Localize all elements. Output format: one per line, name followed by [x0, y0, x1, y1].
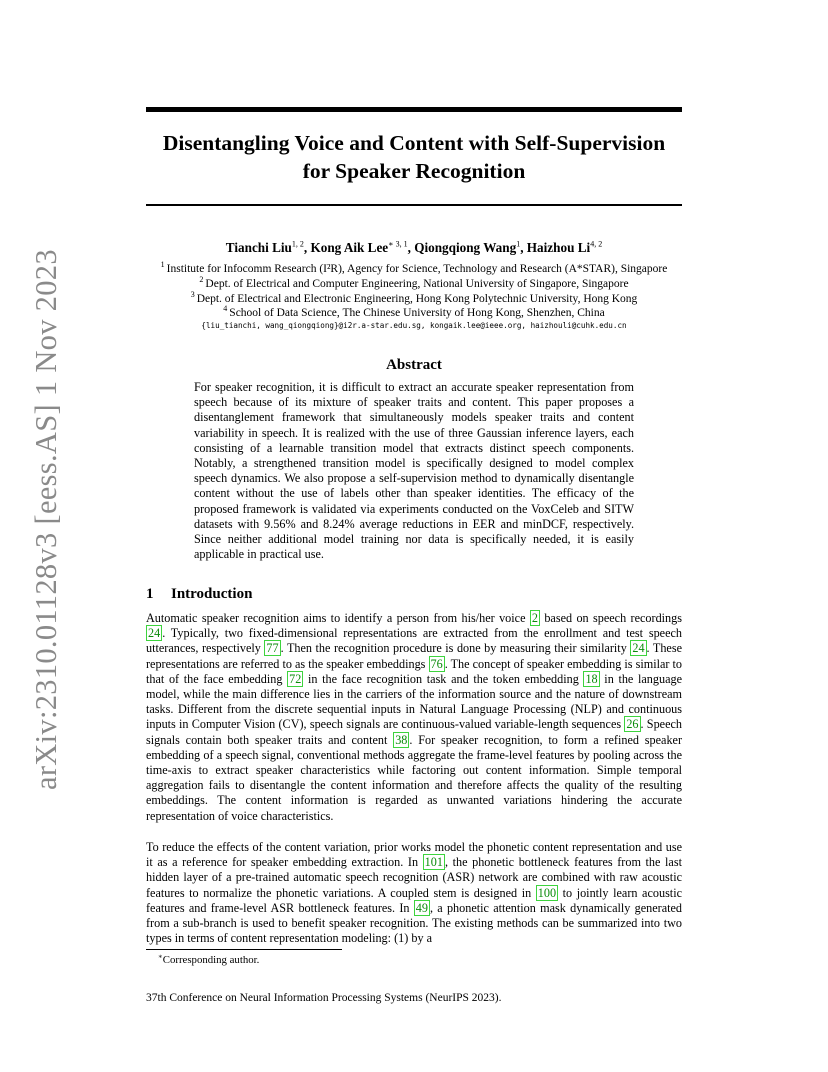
author-name: Tianchi Liu [225, 240, 292, 255]
affiliation-line [100, 277, 728, 291]
affiliation-number: 3 [190, 290, 197, 300]
author-affiliation-mark: 4, 2 [590, 239, 603, 249]
section-title: Introduction [171, 586, 253, 602]
citation-link[interactable]: 38 [395, 732, 408, 747]
citation-link[interactable]: 49 [415, 900, 428, 915]
author-name: Haizhou Li [526, 240, 591, 255]
title-bottom-rule [146, 204, 682, 206]
footnote [158, 954, 259, 966]
affiliation-text: Dept. of Electrical and Computer Engineering, National University of Singapore, Singapore [205, 278, 629, 290]
author-affiliation-mark: 1 [516, 239, 521, 249]
author-affiliation-mark: ∗ 3, 1 [388, 239, 408, 249]
title-top-rule [146, 107, 682, 112]
author-name: Qiongqiong Wang [414, 240, 517, 255]
conference-note: 37th Conference on Neural Information Processing Systems (NeurIPS 2023). [146, 992, 502, 1004]
affiliation-number: 1 [160, 260, 167, 270]
affiliation-text: School of Data Science, The Chinese University of Hong Kong, Shenzhen, China [229, 307, 605, 319]
citation-link[interactable]: 26 [626, 717, 639, 732]
affiliation-number: 2 [199, 275, 206, 285]
citation-link[interactable]: 76 [430, 656, 443, 671]
affiliation-number: 4 [223, 304, 230, 314]
footnote-text: Corresponding author. [162, 954, 260, 966]
citation-link[interactable]: 24 [148, 626, 161, 641]
section-number: 1 [146, 586, 154, 602]
section-heading [146, 586, 252, 603]
citation-link[interactable]: 24 [632, 641, 645, 656]
citation-link[interactable]: 100 [537, 885, 557, 900]
citation-link[interactable]: 72 [289, 671, 302, 686]
citation-link[interactable]: 77 [266, 641, 279, 656]
citation-link[interactable]: 101 [424, 855, 443, 870]
affiliation-line [100, 306, 728, 320]
affiliation-text: Institute for Infocomm Research (I²R), Agency for Science, Technology and Research (A*STAR), Singapore [166, 263, 668, 275]
intro-paragraph-2: To reduce the effects of the content variation, prior works model the phonetic content representation and use it as a reference for speaker embedding extraction. In 101 , the phonetic bottleneck features from the last hidden layer of a pre-trained automatic speech recognition (ASR) network are combined with raw acoustic features to normalize the phonetic variations. A coupled stem is designed in 100 to jointly learn acoustic features and frame-level ASR bottleneck features. In 49 , a phonetic attention mask dynamically generated from a sub-branch is used to benefit speaker recognition. The existing methods can be summarized into two types in terms of content representation modeling: (1) by a [146, 840, 682, 946]
affiliation-line [100, 262, 728, 276]
author-affiliation-mark: 1, 2 [291, 239, 304, 249]
arxiv-stamp: arXiv:2310.01128v3 [eess.AS] 1 Nov 2023 [29, 249, 63, 790]
abstract-heading: Abstract [386, 357, 442, 373]
author-name: Kong Aik Lee [310, 240, 389, 255]
citation-link[interactable]: 18 [585, 671, 598, 686]
paper-title [146, 129, 682, 185]
author-emails: {liu_tianchi, wang_qiongqiong}@i2r.a-star.edu.sg, kongaik.lee@ieee.org, haizhouli@cuhk.edu.cn [201, 321, 627, 330]
title-line-2: for Speaker Recognition [302, 159, 526, 183]
author-list: Tianchi Liu$^{1, 2}$, Kong Aik Lee$^{∗ 3, 1}$, Qiongqiong Wang$^1$, Haizhou Li$^{4, 2}$ [225, 239, 603, 255]
footnote-rule [146, 949, 342, 950]
citation-link[interactable]: 2 [531, 611, 538, 625]
footnote-mark: ∗ [158, 952, 163, 961]
title-line-1: Disentangling Voice and Content with Self-Supervision [162, 131, 666, 155]
affiliation-line [100, 292, 728, 306]
intro-paragraph-1: Automatic speaker recognition aims to identify a person from his/her voice 2 based on speech recordings 24 . Typically, two fixed-dimensional representations are extracted from the enrollment and test speech utterances, respectively 77 . Then the recognition procedure is done by measuring their similarity 24 . These representations are referred to as the speaker embeddings 76 . The concept of speaker embedding is similar to that of the face embedding 72 in the face recognition task and the token embedding 18 in the language model, while the main difference lies in the carriers of the information source and the nature of downstream tasks. Different from the discrete sequential inputs in Natural Language Processing (NLP) and continuous inputs in Computer Vision (CV), speech signals are continuous-valued variable-length sequences 26 . Speech signals contain both speaker traits and content 38 . For speaker recognition, to form a refined speaker embedding of a speech signal, conventional methods aggregate the frame-level features by pooling across the time-axis to extract speaker characteristics while factoring out content information. Simple temporal aggregation fails to disentangle the content information and therefore affects the quality of the resulting embeddings. The content information is regarded as unwanted variations hindering the accurate representation of voice characteristics. [146, 611, 683, 823]
abstract-body: For speaker recognition, it is difficult to extract an accurate speaker representation from speech because of its mixture of speaker traits and content. This paper proposes a disentanglement framework that simultaneously models speaker traits and content variability in speech. It is realized with the use of three Gaussian inference layers, each consisting of a learnable transition model that extracts distinct speech components. Notably, a strengthened transition model is specifically designed to model complex speech dynamics. We also propose a self-supervision method to dynamically disentangle content without the use of labels other than speaker identities. The efficacy of the proposed framework is validated via experiments conducted on the VoxCeleb and SITW datasets with 9.56% and 8.24% average reductions in EER and minDCF, respectively. Since neither additional model training nor data is specifically needed, it is easily applicable in practical use. [194, 380, 634, 562]
affiliation-text: Dept. of Electrical and Electronic Engineering, Hong Kong Polytechnic University, Hong Kong [196, 293, 638, 305]
